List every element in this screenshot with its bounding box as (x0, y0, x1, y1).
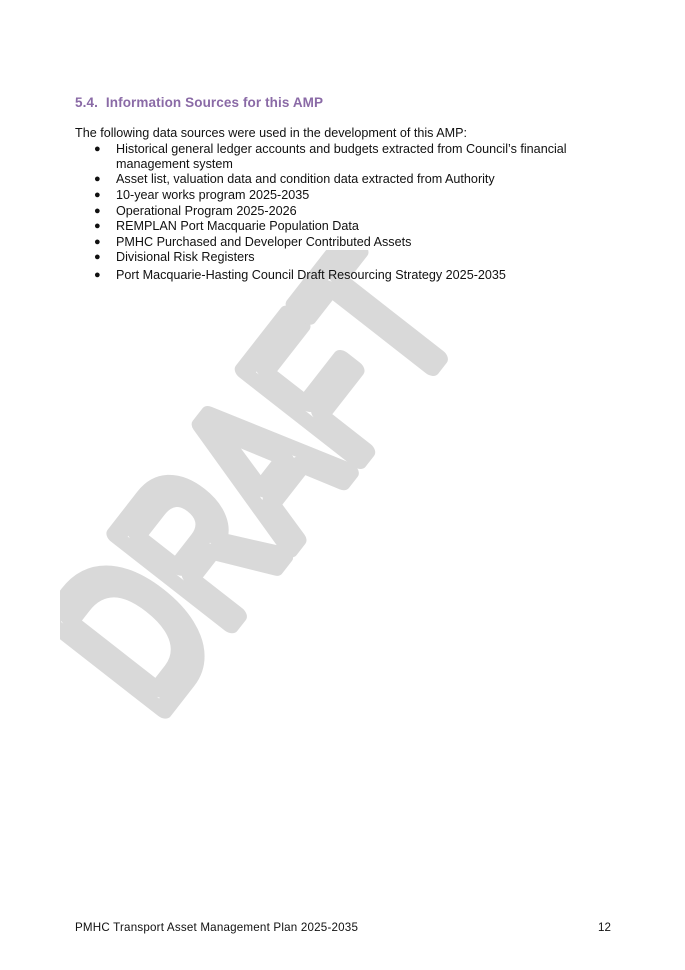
intro-paragraph: The following data sources were used in the development of this AMP: (75, 126, 468, 140)
list-item-text: Port Macquarie-Hasting Council Draft Resourcing Strategy 2025-2035 (116, 268, 506, 283)
list-item (75, 142, 615, 172)
sources-list (75, 142, 615, 284)
draft-watermark (60, 250, 580, 770)
list-item (75, 219, 615, 234)
bullet-icon: ● (94, 269, 101, 282)
list-item-text: Divisional Risk Registers (116, 250, 255, 265)
list-item-text: Asset list, valuation data and condition data extracted from Authority (116, 172, 495, 187)
list-item (75, 172, 615, 187)
bullet-icon: ● (94, 204, 101, 217)
section-title: Information Sources for this AMP (105, 95, 324, 110)
bullet-icon: ● (94, 251, 101, 264)
watermark-text: DRAFT (60, 250, 580, 748)
list-item-text: REMPLAN Port Macquarie Population Data (116, 219, 359, 234)
list-item-text: Historical general ledger accounts and budgets extracted from Council’s financial management system (116, 142, 567, 171)
bullet-icon: ● (94, 143, 101, 155)
bullet-icon: ● (94, 220, 101, 233)
footer-document-title: PMHC Transport Asset Management Plan 2025-2035 (75, 921, 359, 934)
section-number: 5.4. (75, 95, 98, 110)
list-item (75, 204, 615, 219)
list-item-text: Operational Program 2025-2026 (116, 203, 297, 218)
section-heading (75, 95, 323, 110)
list-item (75, 235, 615, 250)
list-item (75, 188, 615, 203)
bullet-icon: ● (94, 173, 101, 186)
bullet-icon: ● (94, 188, 101, 201)
list-item (75, 250, 615, 265)
list-item-text: 10-year works program 2025-2035 (116, 187, 310, 202)
list-item (75, 268, 615, 283)
list-item-text: PMHC Purchased and Developer Contributed Assets (116, 234, 412, 249)
footer-page-number: 12 (598, 921, 611, 934)
draft-watermark-graphic (60, 250, 580, 770)
bullet-icon: ● (94, 235, 101, 248)
